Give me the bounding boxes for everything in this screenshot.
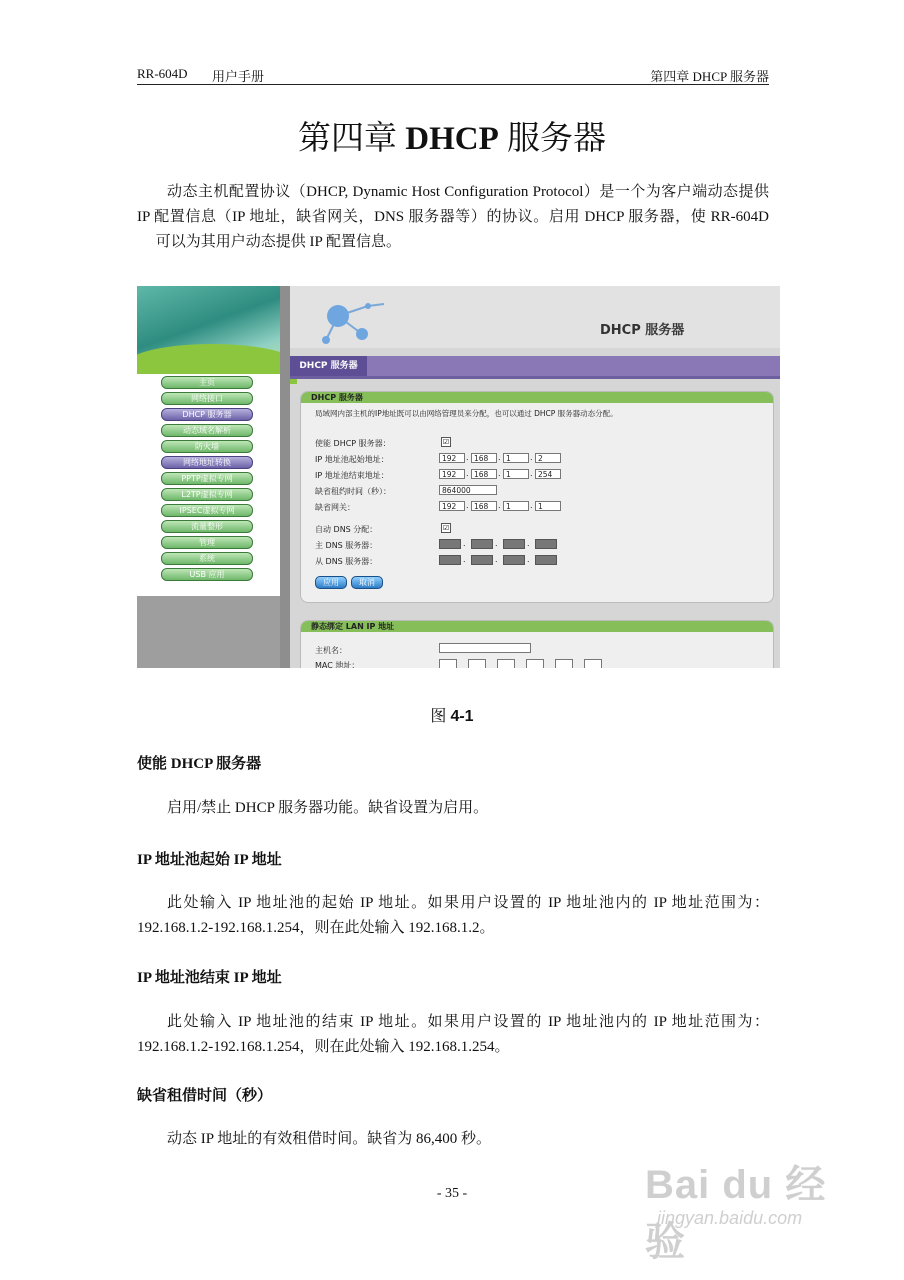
gateway-octet-4[interactable]: 1 [535,501,561,511]
nav-menu-item[interactable]: 系统 [161,552,253,565]
end-ip-octet-4[interactable]: 254 [535,469,561,479]
section-title: IP 地址池起始 IP 地址 [137,852,282,868]
nav-menu-item[interactable]: 主页 [161,376,253,389]
auto-dns-label: 自动 DNS 分配： [315,525,378,534]
primary-dns-octet-2[interactable] [471,539,493,549]
nav-menu-item[interactable]: 网络地址转换 [161,456,253,469]
start-ip-label: IP 地址池起始地址： [315,455,389,464]
mac-label: MAC 地址： [315,661,360,668]
mac-octet-4[interactable] [526,659,544,668]
nav-menu-item[interactable]: 防火墙 [161,440,253,453]
nav-menu-item[interactable]: IPSEC虚拟专网 [161,504,253,517]
lease-label: 缺省租约时间（秒）： [315,487,391,496]
chapter-title-bold: DHCP [405,121,499,157]
primary-dns-octet-3[interactable] [503,539,525,549]
section-title: 缺省租借时间（秒） [137,1088,273,1104]
figure-screenshot [137,286,780,668]
nav-menu-item[interactable]: 网络接口 [161,392,253,405]
page-number: - 35 - [436,1186,468,1201]
primary-dns-octet-4[interactable] [535,539,557,549]
auto-dns-checkbox[interactable]: ☑ [442,524,450,532]
chapter-title-suffix: 服务器 [507,121,606,157]
nav-menu-item[interactable]: USB 应用 [161,568,253,581]
end-ip-octet-3[interactable]: 1 [503,469,529,479]
secondary-dns-octet-4[interactable] [535,555,557,565]
secondary-dns-octet-1[interactable] [439,555,461,565]
nav-pane [137,286,280,668]
mac-octet-6[interactable] [584,659,602,668]
end-ip-octet-2[interactable]: 168 [471,469,497,479]
nav-menu-item[interactable]: DHCP 服务器 [161,408,253,421]
secondary-dns-label: 从 DNS 服务器： [315,557,378,566]
section-title: IP 地址池结束 IP 地址 [137,970,282,986]
end-ip-octet-1[interactable]: 192 [439,469,465,479]
molecule-logo-icon [320,294,390,346]
cancel-button[interactable]: 取消 [351,576,383,589]
tab-dhcp[interactable]: DHCP 服务器 [290,356,367,376]
dhcp-panel-heading: DHCP 服务器 [301,392,773,403]
section-body: 此处输入 IP 地址池的结束 IP 地址。如果用户设置的 IP 地址池内的 IP 地址范围为：192.168.1.2-192.168.1.254，则在此处输入 192.168.1.254。 [137,1014,769,1055]
gateway-octet-2[interactable]: 168 [471,501,497,511]
primary-dns-label: 主 DNS 服务器： [315,541,378,550]
enable-label: 使能 DHCP 服务器： [315,439,391,448]
nav-menu-item[interactable]: 流量整形 [161,520,253,533]
banner-image [137,286,280,374]
static-binding-panel [300,620,774,668]
gateway-label: 缺省网关： [315,503,355,512]
figure-caption [0,703,904,726]
header-chapter: 第四章 DHCP 服务器 [650,69,769,84]
nav-menu-item[interactable]: 动态域名解析 [161,424,253,437]
app-header [290,286,780,348]
gateway-octet-3[interactable]: 1 [503,501,529,511]
mac-octet-5[interactable] [555,659,573,668]
chapter-title-prefix: 第四章 [298,121,397,157]
page-header [137,66,769,85]
nav-menu-item[interactable]: PPTP虚拟专网 [161,472,253,485]
start-ip-octet-3[interactable]: 1 [503,453,529,463]
nav-menu-item[interactable]: 管理 [161,536,253,549]
watermark-url: jingyan.baidu.com [657,1208,803,1228]
gateway-octet-1[interactable]: 192 [439,501,465,511]
section-body: 动态 IP 地址的有效租借时间。缺省为 86,400 秒。 [167,1131,492,1147]
section-body: 启用/禁止 DHCP 服务器功能。缺省设置为启用。 [167,800,489,816]
app-title: DHCP 服务器 [600,323,685,338]
caption-prefix: 图 [430,708,447,725]
dhcp-panel: DHCP 服务器 局域网内部主机的IP地址既可以由网络管理员来分配，也可以通过 DHCP 服务器动态分配。 使能 DHCP 服务器： ☑ IP 地址池起始地址： 192 . 168 . 1 . 2 IP 地址池结束地址： 192 . 168 . 1 . 254 缺省租约时间（秒）： 864000 缺省网关： 192 . 168 . 1 . 1 自动 DNS 分配： ☑ 主 DNS 服务器： . . . 从 DNS 服务器： . . . 应用 取消 [300,391,774,603]
host-name-label: 主机名： [315,646,347,655]
nav-menu [137,374,280,596]
header-doc-title: 用户手册 [212,69,265,84]
host-name-input[interactable] [439,643,531,653]
section-title: 使能 DHCP 服务器 [137,756,262,772]
static-panel-heading: 静态绑定 LAN IP 地址 [301,621,773,632]
dhcp-description: 局域网内部主机的IP地址既可以由网络管理员来分配，也可以通过 DHCP 服务器动态分配。 [315,409,618,418]
start-ip-octet-1[interactable]: 192 [439,453,465,463]
primary-dns-octet-1[interactable] [439,539,461,549]
tab-bar [290,356,780,379]
header-model: RR-604D [137,66,188,81]
mac-octet-1[interactable] [439,659,457,668]
caption-number: 4-1 [450,708,474,725]
frame-splitter[interactable] [280,286,290,668]
nav-menu-item[interactable]: L2TP虚拟专网 [161,488,253,501]
secondary-dns-octet-3[interactable] [503,555,525,565]
start-ip-octet-4[interactable]: 2 [535,453,561,463]
secondary-dns-octet-2[interactable] [471,555,493,565]
apply-button[interactable]: 应用 [315,576,347,589]
lease-time-input[interactable]: 864000 [439,485,497,495]
intro-paragraph: 动态主机配置协议（DHCP, Dynamic Host Configuration Protocol）是一个为客户端动态提供 IP 配置信息（IP 地址，缺省网关，DNS 服务器等）的协议。启用 DHCP 服务器，使 RR-604D 可以为其用户动态提供 IP 配置信息。 [137,184,769,250]
section-body: 此处输入 IP 地址池的起始 IP 地址。如果用户设置的 IP 地址池内的 IP 地址范围为：192.168.1.2-192.168.1.254，则在此处输入 192.168.1.2。 [137,895,769,936]
enable-dhcp-checkbox[interactable]: ☑ [442,438,450,446]
chapter-title [0,112,904,159]
watermark-brand: Bai du 经验 [645,1163,827,1264]
end-ip-label: IP 地址池结束地址： [315,471,389,480]
start-ip-octet-2[interactable]: 168 [471,453,497,463]
watermark [645,1153,855,1264]
mac-octet-3[interactable] [497,659,515,668]
mac-octet-2[interactable] [468,659,486,668]
